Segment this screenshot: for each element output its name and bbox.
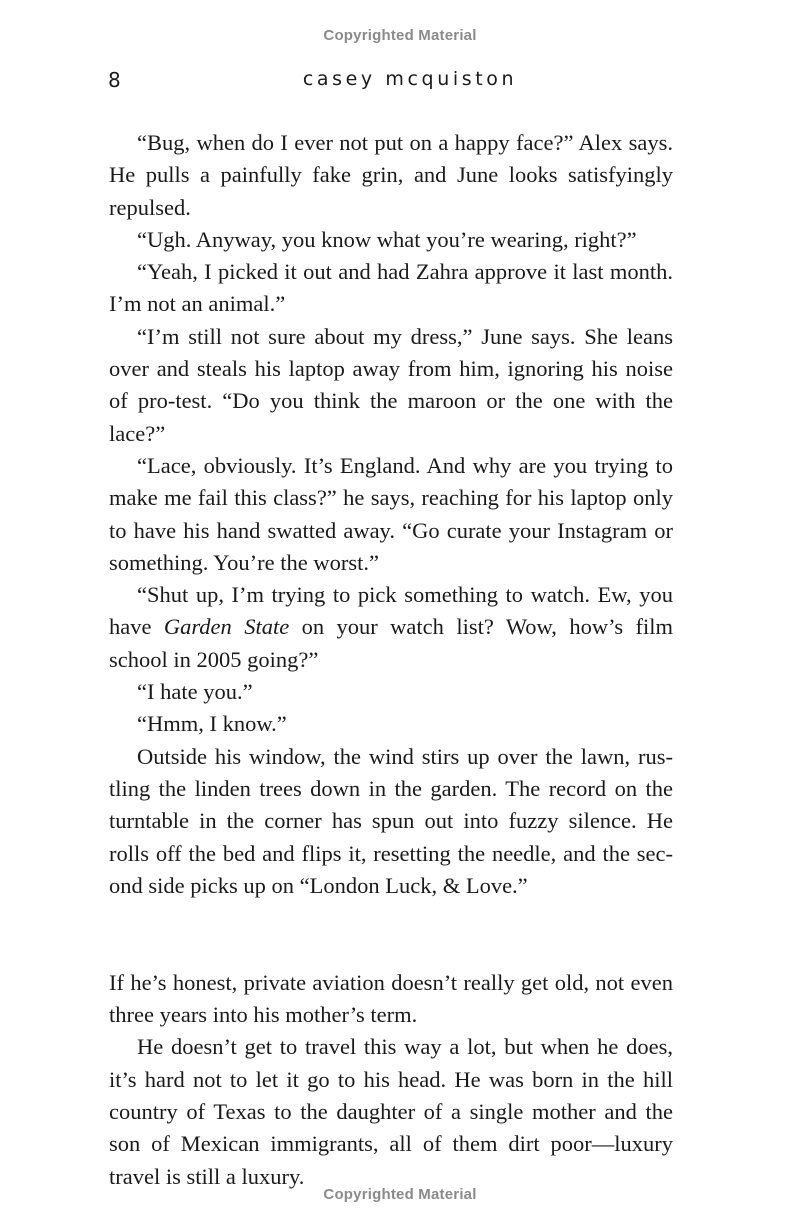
paragraph-text: on your watch list? Wow, how’s film school in 2005 going?” xyxy=(109,614,673,672)
paragraph: “Lace, obviously. It’s England. And why are you trying to make me fail this class?” he says, reaching for his laptop only to have his hand swatted away. “Go curate your Instagram or something. You’re the worst.” xyxy=(109,452,673,575)
paragraph: He doesn’t get to travel this way a lot, but when he does, it’s hard not to let it go to his head. He was born in the hill country of Texas to the daughter of a single mother and the son of Mexican immigrants, all of them dirt poor—luxury travel is still a luxury. xyxy=(109,1034,673,1189)
running-head xyxy=(0,68,800,96)
paragraph: “Yeah, I picked it out and had Zahra approve it last month. I’m not an animal.” xyxy=(109,259,673,317)
paragraph: “I’m still not sure about my dress,” June says. She leans over and steals his laptop away from him, ignoring his noise of pro-test. “Do you think the maroon or the one with the lace?” xyxy=(109,323,673,446)
section-first-paragraph: If he’s honest, private aviation doesn’t really get old, not even three years into his mother’s term. xyxy=(109,969,673,1028)
paragraph: Outside his window, the wind stirs up over the lawn, rus-tling the linden trees down in the garden. The record on the turntable in the corner has spun out into fuzzy silence. He rolls off the bed and flips it, resetting the needle, and the sec-ond side picks up on “London Luck, & Love.” xyxy=(109,743,673,898)
copyright-watermark-top: Copyrighted Material xyxy=(323,27,477,44)
page-number: 8 xyxy=(108,68,121,92)
paragraph-text: “Shut up, I’m trying to pick something to watch. Ew, you have xyxy=(109,582,673,640)
paragraph xyxy=(109,579,673,676)
paragraph: “Ugh. Anyway, you know what you’re wearing, right?” xyxy=(137,226,637,252)
paragraph: “Hmm, I know.” xyxy=(137,711,287,737)
paragraph: “Bug, when do I ever not put on a happy face?” Alex says. He pulls a painfully fake grin, and June looks satisfyingly repulsed. xyxy=(109,130,673,220)
page-body xyxy=(109,127,673,1193)
running-title: casey mcquiston xyxy=(302,68,518,90)
copyright-watermark-bottom: Copyrighted Material xyxy=(323,1186,477,1203)
paragraph: “I hate you.” xyxy=(137,679,253,705)
italic-title: Garden State xyxy=(163,614,290,640)
